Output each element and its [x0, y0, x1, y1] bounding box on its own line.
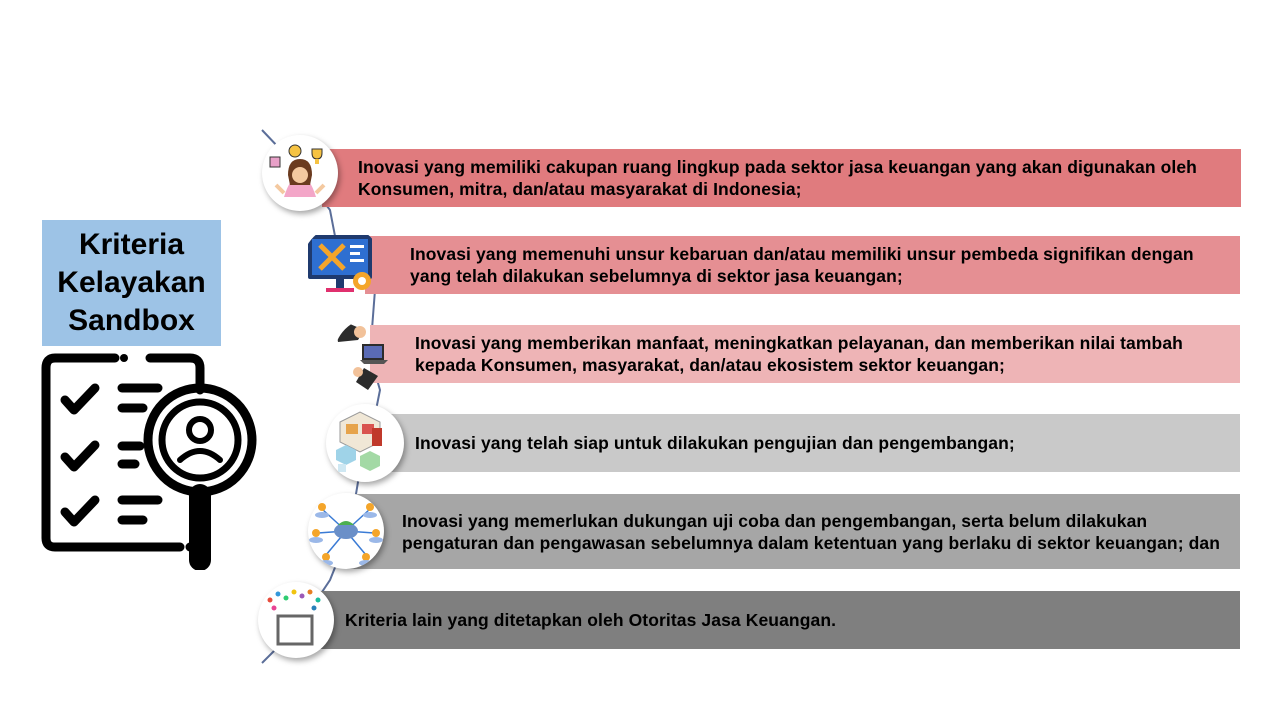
- handshake-laptop-icon: [334, 318, 410, 394]
- criteria-band-4: [365, 414, 1240, 472]
- monitor-tools-icon: [302, 225, 382, 305]
- criteria-icon-circle-2: [302, 225, 382, 305]
- criteria-band-1: [322, 149, 1241, 207]
- criteria-band-2: [365, 236, 1240, 294]
- criteria-text-2: Inovasi yang memenuhi unsur kebaruan dan/atau memiliki unsur pembeda signifikan dengan yang telah dilakukan sebelumnya di sektor jasa keuangan;: [410, 244, 1194, 286]
- criteria-band-3: [370, 325, 1240, 383]
- criteria-text-6: Kriteria lain yang ditetapkan oleh Otoritas Jasa Keuangan.: [345, 610, 837, 630]
- criteria-icon-circle-5: [308, 493, 384, 569]
- criteria-text-3: Inovasi yang memberikan manfaat, meningkatkan pelayanan, dan memberikan nilai tambah kepada Konsumen, masyarakat, dan/atau ekosistem sektor keuangan;: [415, 333, 1183, 375]
- criteria-text-4: Inovasi yang telah siap untuk dilakukan pengujian dan pengembangan;: [415, 433, 1015, 453]
- device-apps-icon: [258, 582, 334, 658]
- criteria-band-5: [345, 494, 1240, 569]
- criteria-icon-circle-6: [258, 582, 334, 658]
- network-users-icon: [308, 493, 384, 569]
- page-title: Kriteria Kelayakan Sandbox: [57, 228, 206, 337]
- criteria-icon-circle-4: [326, 404, 404, 482]
- criteria-text-1: Inovasi yang memiliki cakupan ruang lingkup pada sektor jasa keuangan yang akan digunakan oleh Konsumen, mitra, dan/atau masyarakat di Indonesia;: [358, 157, 1197, 199]
- criteria-band-6: [300, 591, 1240, 649]
- woman-with-rewards-icon: [262, 135, 338, 211]
- isometric-shop-icon: [326, 404, 404, 482]
- criteria-icon-circle-1: [262, 135, 338, 211]
- criteria-text-5: Inovasi yang memerlukan dukungan uji coba dan pengembangan, serta belum dilakukan pengaturan dan pengawasan sebelumnya dalam ketentuan yang berlaku di sektor keuangan; dan: [402, 510, 1221, 553]
- criteria-icon-circle-3: [334, 318, 410, 394]
